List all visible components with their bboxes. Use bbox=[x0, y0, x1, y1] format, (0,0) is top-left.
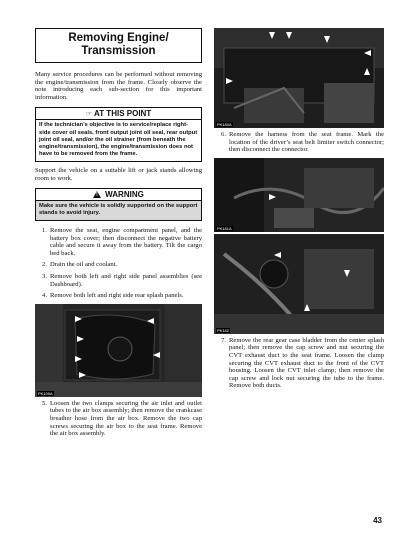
step-4: 4. Remove both left and right side rear splash panels. bbox=[42, 292, 184, 300]
section-title bbox=[35, 28, 202, 63]
at-this-point-body: If the technician’s objective is to service/replace right-side cover oil seals, front output joint oil seal, rear output joint oil seal, and/or the oil strainer (from beneath the engine/transmission), the engine/transmission does not have to be removed from the frame. bbox=[35, 119, 202, 162]
support-paragraph: Support the vehicle on a suitable lift or jack stands allowing room to work. bbox=[35, 167, 202, 182]
step-1: 1. Remove the seat, engine compartment panel, and the battery box cover; then disconnect the negative battery cable and secure it away from the battery. Tilt the cargo bed back. bbox=[42, 226, 202, 257]
intro-paragraph: Many service procedures can be performed without removing the engine/transmission from the frame. Closely observe the note introducing each sub-section for this important information. bbox=[35, 71, 202, 101]
harness-image bbox=[214, 158, 384, 232]
photo-caption: PK181A bbox=[217, 225, 232, 231]
cvt-ducts-image bbox=[214, 234, 384, 334]
warning-heading: !WARNING bbox=[35, 188, 202, 200]
step-7: 7. Remove the rear gear case bladder from the center splash panel; then remove the cap screw and nut securing the CVT exhaust duct to the seat frame. Loosen the clamp securing the CVT exhaust duct to the front of the CVT housing. Loosen the CVT inlet clamp; then remove the cap screw and lock nut securing the tube to the frame. Remove both ducts. bbox=[221, 336, 384, 390]
photo-harness bbox=[214, 158, 384, 232]
photo-caption: PK180A bbox=[217, 122, 232, 127]
right-column bbox=[214, 28, 384, 394]
title-line-1: Removing Engine/ bbox=[68, 32, 169, 44]
photo-caption: PK199A bbox=[38, 390, 53, 396]
seat-frame-image bbox=[214, 28, 384, 128]
step-6: 6. Remove the harness from the seat frame. Mark the location of the driver’s seat belt limiter switch connector; then disconnect the connector. bbox=[221, 131, 384, 154]
title-line-2: Transmission bbox=[81, 45, 156, 57]
step-2: 2. Drain the oil and coolant. bbox=[42, 261, 118, 269]
page-number: 43 bbox=[373, 516, 382, 525]
warning-body: Make sure the vehicle is solidly supported on the support stands to avoid injury. bbox=[35, 200, 202, 221]
step-5: 5. Loosen the two clamps securing the air inlet and outlet tubes to the air box assembly; then remove the crankcase breather hose from the air box. Remove the two cap screws securing the air box to the seat frame. Remove the air box assembly. bbox=[42, 399, 202, 438]
left-column bbox=[35, 28, 202, 442]
photo-air-box bbox=[35, 304, 202, 397]
air-box-image bbox=[35, 304, 202, 397]
photo-seat-frame bbox=[214, 28, 384, 128]
pointing-hand-icon: ☞ bbox=[85, 111, 93, 119]
photo-caption: PK182 bbox=[217, 327, 230, 333]
warning-triangle-icon bbox=[93, 191, 101, 198]
at-this-point-heading: ☞ AT THIS POINT bbox=[35, 107, 202, 119]
photo-cvt-ducts bbox=[214, 234, 384, 334]
steps-list-left bbox=[35, 227, 202, 300]
step-3: 3. Remove both left and right side panel assemblies (see Dashboard). bbox=[42, 272, 202, 288]
